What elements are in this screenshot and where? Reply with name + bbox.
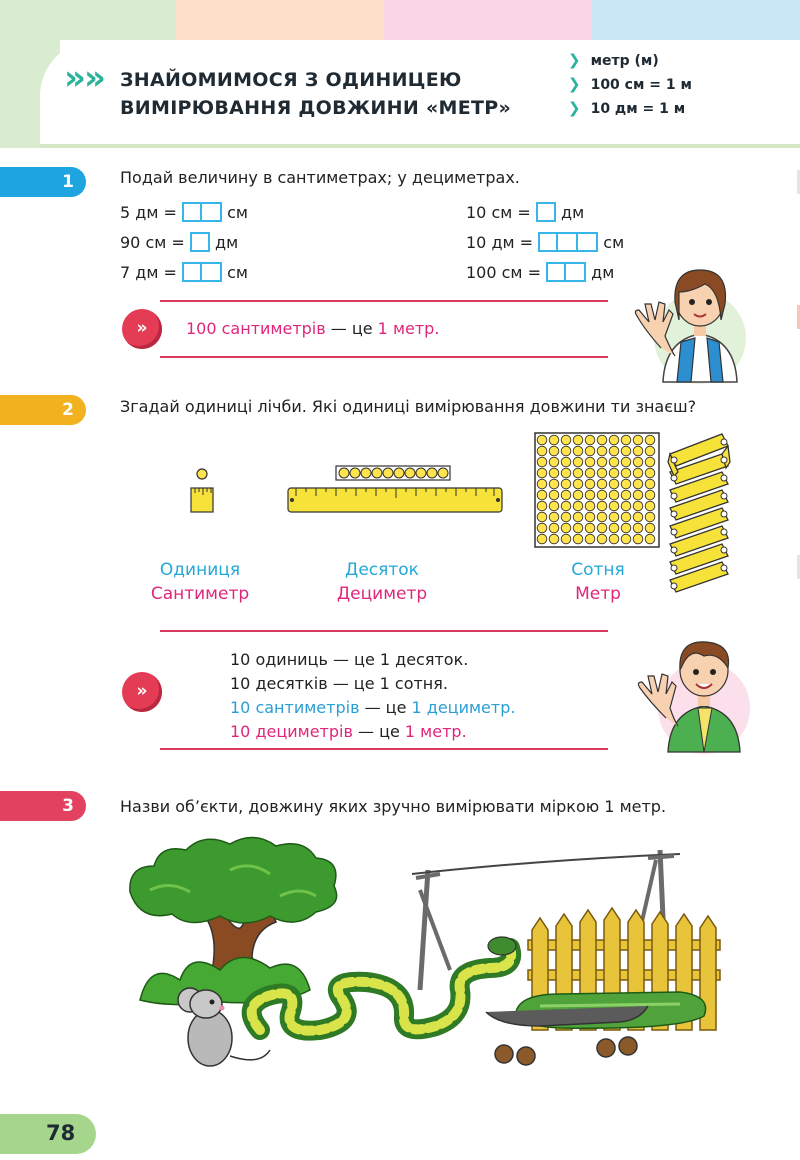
equation-unit: дм (561, 203, 585, 222)
skateboard-illustration (486, 1006, 648, 1065)
rule-divider (160, 356, 608, 358)
task-number-1: 1 (0, 167, 86, 197)
equation (466, 262, 614, 282)
answer-box[interactable] (182, 202, 202, 222)
equation-unit: дм (591, 263, 615, 282)
rule-highlight: 100 сантиметрів (186, 319, 326, 338)
rule-plain: — це (325, 319, 378, 338)
chevron-badge-icon: » (122, 309, 162, 349)
page-title (120, 66, 511, 122)
color-strip-pink (384, 0, 592, 40)
arrow-icon: ❯ (568, 51, 581, 69)
caption-hundred: Сотня (571, 560, 625, 580)
task-number-2: 2 (0, 395, 86, 425)
folding-meter-ruler (664, 432, 734, 598)
equation-lhs: 90 см = (120, 233, 185, 252)
key-item-text: 100 см = 1 м (590, 77, 692, 93)
rule-highlight: 10 сантиметрів (230, 698, 360, 717)
color-strip-orange (176, 0, 384, 40)
answer-box[interactable] (202, 262, 222, 282)
rule-plain: 10 одиниць — це 1 десяток. (230, 650, 469, 669)
equation-unit: см (227, 263, 248, 282)
rule-divider (160, 748, 608, 750)
key-item-3 (568, 99, 685, 117)
answer-box[interactable] (182, 262, 202, 282)
hundred-beads-grid (534, 432, 660, 548)
rule-plain: — це (359, 698, 412, 717)
answer-box[interactable] (558, 232, 578, 252)
key-item-text: 10 дм = 1 м (590, 101, 686, 117)
tree-illustration (130, 837, 337, 1004)
equation (120, 232, 238, 252)
ten-beads-and-decimeter-ruler (286, 464, 504, 516)
equation (466, 232, 624, 252)
rule-highlight: 1 метр. (404, 722, 467, 741)
task-number-3: 3 (0, 791, 86, 821)
equation-unit: см (603, 233, 625, 252)
caption-ten: Десяток (345, 560, 419, 580)
equation-unit: см (227, 203, 248, 222)
task2-prompt: Згадай одиниці лічби. Які одиниці вимірювання довжини ти знаєш? (120, 397, 697, 416)
rule-plain: — це (352, 722, 405, 741)
answer-box[interactable] (202, 202, 222, 222)
rule-plain: 10 десятків — це 1 сотня. (230, 674, 448, 693)
task3-prompt: Назви об’єкти, довжину яких зручно вимірювати міркою 1 метр. (120, 797, 667, 816)
unit-bead-and-centimeter (186, 466, 220, 514)
equation (120, 202, 248, 222)
equation-lhs: 5 дм = (120, 203, 177, 222)
equation-lhs: 10 см = (466, 203, 531, 222)
key-item-text: метр (м) (590, 53, 659, 69)
caption-unit: Одиниця (159, 560, 241, 580)
rule-divider (160, 300, 608, 302)
task1-prompt: Подай величину в сантиметрах; у дециметрах. (120, 168, 520, 187)
header-chevron-icon: » (64, 58, 86, 98)
color-strip-green (0, 0, 176, 40)
key-item-2 (568, 75, 692, 93)
page-title-line1: ЗНАЙОМИМОСЯ З ОДИНИЦЕЮ (120, 69, 462, 91)
rule-text (186, 319, 439, 338)
equation-lhs: 7 дм = (120, 263, 177, 282)
rule-line (230, 650, 468, 669)
rule-line (230, 698, 515, 717)
rule-divider (160, 630, 608, 632)
arrow-icon: ❯ (568, 99, 581, 117)
caption-centimeter: Сантиметр (150, 584, 250, 604)
page-number: 78 (46, 1121, 76, 1145)
caption-decimeter: Дециметр (336, 584, 428, 604)
rule-highlight: 1 метр. (377, 319, 440, 338)
color-strip-blue (592, 0, 800, 40)
answer-box[interactable] (538, 232, 558, 252)
answer-box[interactable] (546, 262, 566, 282)
equation (466, 202, 584, 222)
rule-highlight: 1 дециметр. (411, 698, 516, 717)
rule-line (230, 722, 467, 741)
equation-lhs: 10 дм = (466, 233, 534, 252)
rule-highlight: 10 дециметрів (230, 722, 353, 741)
page-title-line2: ВИМІРЮВАННЯ ДОВЖИНИ «МЕТР» (120, 97, 512, 119)
equation (120, 262, 248, 282)
rule-line (230, 674, 448, 693)
key-item-1 (568, 51, 659, 69)
objects-scene-illustration (120, 830, 740, 1080)
answer-box[interactable] (536, 202, 556, 222)
arrow-icon: ❯ (568, 75, 581, 93)
answer-box[interactable] (578, 232, 598, 252)
answer-box[interactable] (566, 262, 586, 282)
equation-lhs: 100 см = (466, 263, 541, 282)
chevron-badge-icon: » (122, 672, 162, 712)
equation-unit: дм (215, 233, 239, 252)
boy-illustration (628, 632, 756, 754)
header-chevron-icon-2: » (84, 58, 106, 98)
girl-illustration (625, 260, 755, 385)
caption-meter: Метр (575, 584, 621, 604)
answer-box[interactable] (190, 232, 210, 252)
